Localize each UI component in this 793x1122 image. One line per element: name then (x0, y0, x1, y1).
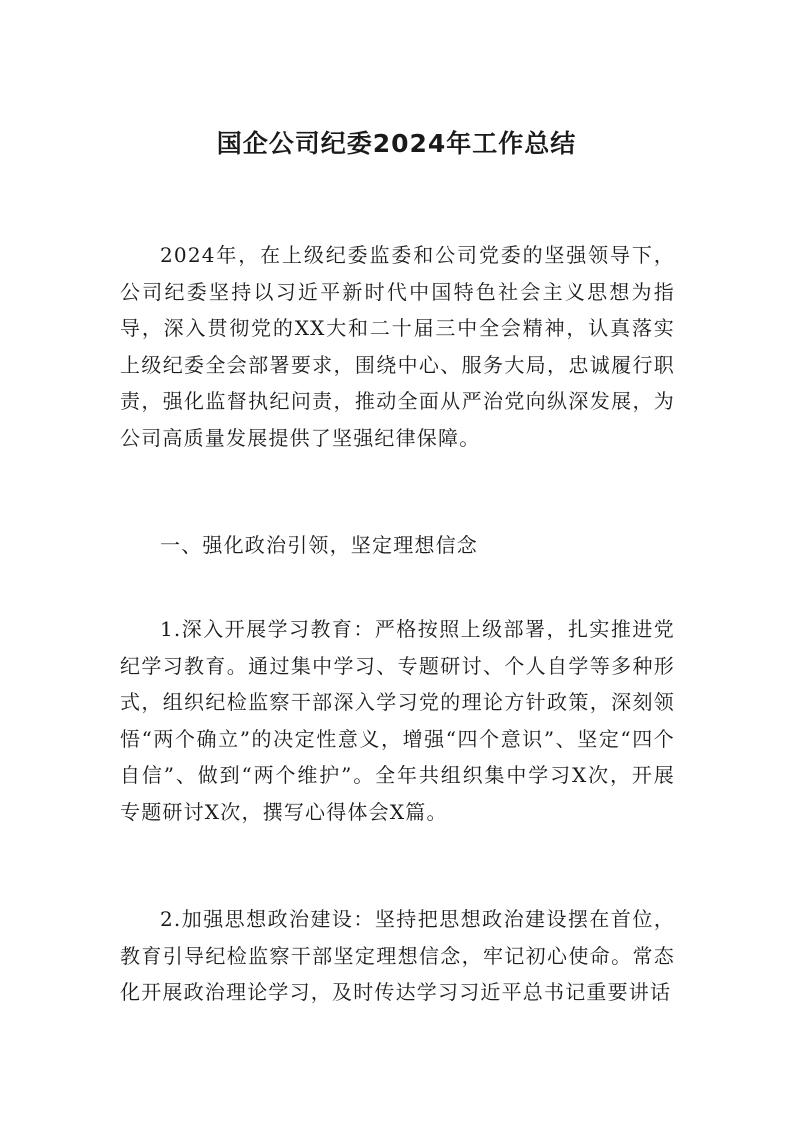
intro-paragraph: 2024年，在上级纪委监委和公司党委的坚强领导下，公司纪委坚持以习近平新时代中国特色社会主义思想为指导，深入贯彻党的XX大和二十届三中全会精神，认真落实上级纪委全会部署要求，围绕中心、服务大局，忠诚履行职责，强化监督执纪问责，推动全面从严治党向纵深发展，为公司高质量发展提供了坚强纪律保障。 (120, 243, 675, 450)
section-heading-1: 一、强化政治引领，坚定理想信念 (160, 533, 478, 557)
document-title: 国企公司纪委2024年工作总结 (216, 129, 577, 158)
item-paragraph-2: 2.加强思想政治建设：坚持把思想政治建设摆在首位，教育引导纪检监察干部坚定理想信念，牢记初心使命。常态化开展政治理论学习，及时传达学习习近平总书记重要讲话 (120, 907, 675, 1005)
item-paragraph-1: 1.深入开展学习教育：严格按照上级部署，扎实推进党纪学习教育。通过集中学习、专题研讨、个人自学等多种形式，组织纪检监察干部深入学习党的理论方针政策，深刻领悟“两个确立”的决定性意义，增强“四个意识”、坚定“四个自信”、做到“两个维护”。全年共组织集中学习X次，开展专题研讨X次，撰写心得体会X篇。 (120, 617, 675, 824)
